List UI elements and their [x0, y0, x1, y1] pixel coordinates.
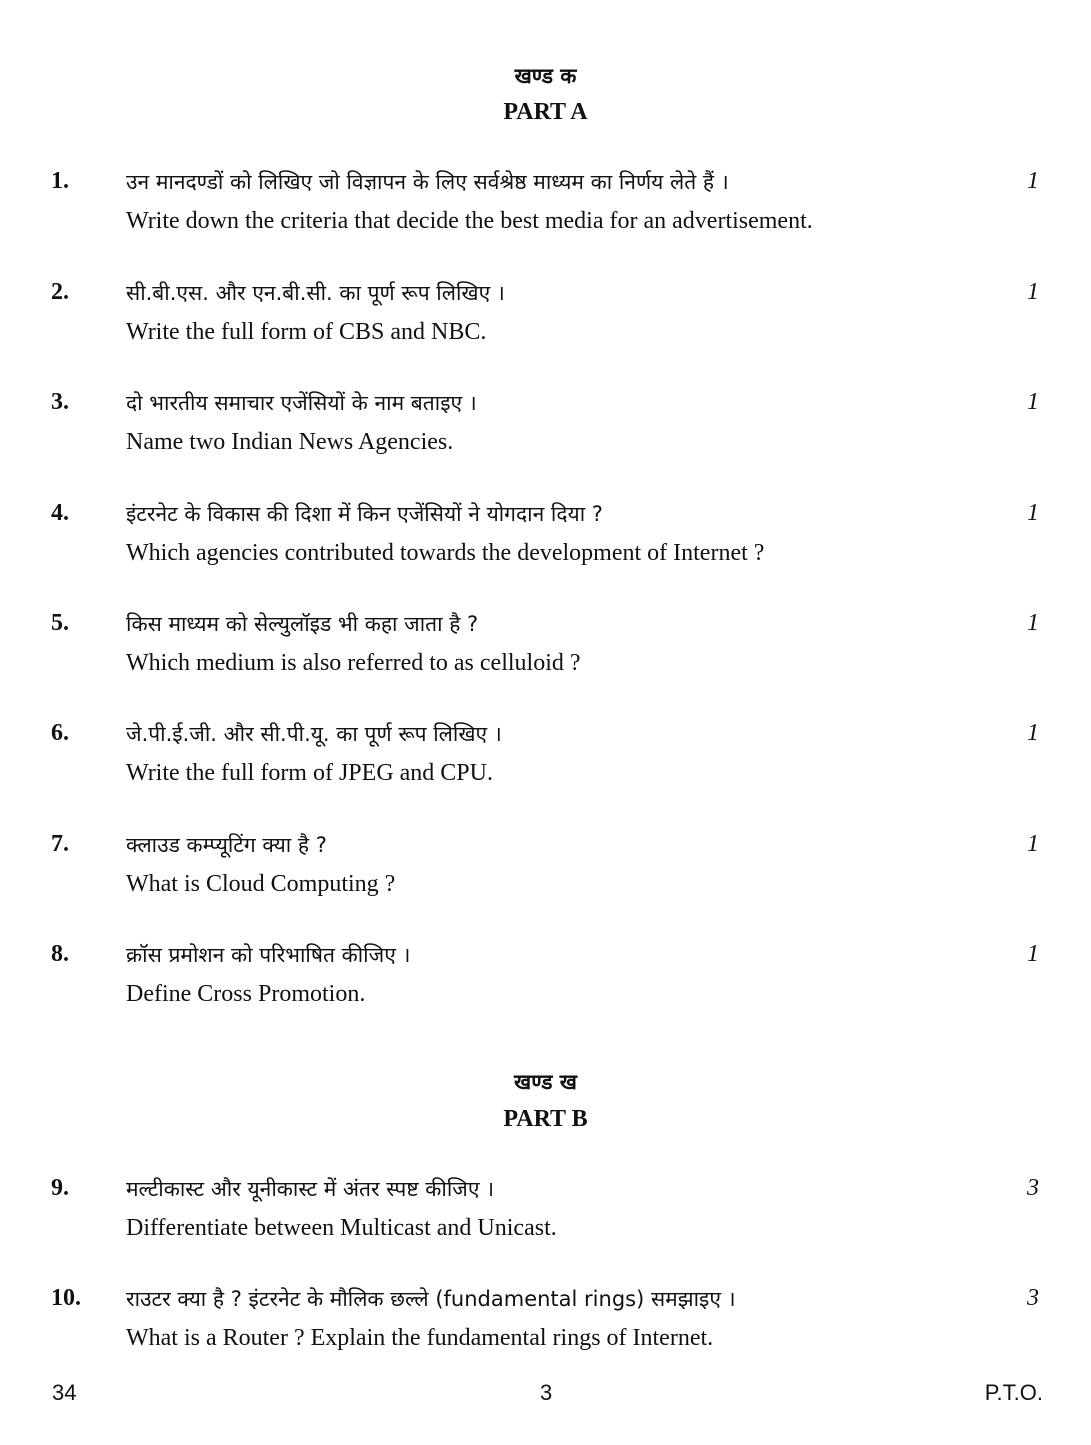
page-number: 3: [540, 1380, 553, 1405]
question-8: [0, 941, 1091, 1031]
part-b-title-hindi: खण्ड ख: [514, 1070, 577, 1094]
question-marks: 1: [1027, 500, 1039, 526]
question-number: 2.: [51, 279, 69, 305]
question-number: 4.: [51, 500, 69, 526]
question-marks: 1: [1027, 610, 1039, 636]
question-number: 6.: [51, 720, 69, 746]
question-4: [0, 500, 1091, 590]
part-a-heading: [0, 62, 1091, 90]
paper-code: 34: [52, 1380, 77, 1405]
question-9: [0, 1175, 1091, 1265]
question-marks: 3: [1027, 1175, 1039, 1201]
question-text-english: Which medium is also referred to as celluloid ?: [126, 650, 581, 676]
question-number: 5.: [51, 610, 69, 636]
question-marks: 1: [1027, 168, 1039, 194]
question-text-hindi: सी.बी.एस. और एन.बी.सी. का पूर्ण रूप लिखिए ।: [126, 281, 505, 305]
question-text-hindi: इंटरनेट के विकास की दिशा में किन एजेंसियों ने योगदान दिया ?: [126, 502, 603, 526]
question-marks: 1: [1027, 941, 1039, 967]
question-10: [0, 1285, 1091, 1375]
question-1: [0, 168, 1091, 258]
question-2: [0, 279, 1091, 369]
part-a-title-english: PART A: [503, 99, 588, 125]
question-text-hindi: मल्टीकास्ट और यूनीकास्ट में अंतर स्पष्ट कीजिए ।: [126, 1177, 495, 1201]
question-number: 8.: [51, 941, 69, 967]
question-text-hindi: दो भारतीय समाचार एजेंसियों के नाम बताइए ।: [126, 391, 477, 415]
question-marks: 1: [1027, 389, 1039, 415]
question-text-english: Define Cross Promotion.: [126, 981, 366, 1007]
question-text-hindi: राउटर क्या है ? इंटरनेट के मौलिक छल्ले (fundamental rings) समझाइए ।: [126, 1287, 736, 1311]
question-text-hindi: क्लाउड कम्प्यूटिंग क्या है ?: [126, 833, 327, 857]
question-text-hindi: जे.पी.ई.जी. और सी.पी.यू. का पूर्ण रूप लिखिए ।: [126, 722, 502, 746]
question-marks: 3: [1027, 1285, 1039, 1311]
question-5: [0, 610, 1091, 700]
question-number: 7.: [51, 831, 69, 857]
part-b-heading-english: [0, 1106, 1091, 1133]
question-3: [0, 389, 1091, 479]
question-text-english: Write the full form of CBS and NBC.: [126, 319, 487, 345]
question-marks: 1: [1027, 720, 1039, 746]
question-number: 3.: [51, 389, 69, 415]
question-text-hindi: उन मानदण्डों को लिखिए जो विज्ञापन के लिए सर्वश्रेष्ठ माध्यम का निर्णय लेते हैं ।: [126, 170, 729, 194]
question-marks: 1: [1027, 279, 1039, 305]
question-text-english: Which agencies contributed towards the development of Internet ?: [126, 540, 765, 566]
part-a-heading-english: [0, 99, 1091, 126]
question-text-hindi: क्रॉस प्रमोशन को परिभाषित कीजिए ।: [126, 943, 411, 967]
question-number: 9.: [51, 1175, 69, 1201]
question-7: [0, 831, 1091, 921]
question-number: 1.: [51, 168, 69, 194]
please-turn-over: P.T.O.: [984, 1380, 1043, 1405]
part-b-title-english: PART B: [503, 1106, 588, 1132]
question-marks: 1: [1027, 831, 1039, 857]
part-b-heading: [0, 1068, 1091, 1096]
question-6: [0, 720, 1091, 810]
question-text-english: Write the full form of JPEG and CPU.: [126, 760, 493, 786]
question-text-hindi: किस माध्यम को सेल्युलॉइड भी कहा जाता है ?: [126, 612, 479, 636]
question-number: 10.: [51, 1285, 81, 1311]
question-text-english: Differentiate between Multicast and Unicast.: [126, 1215, 557, 1241]
question-text-english: Write down the criteria that decide the best media for an advertisement.: [126, 208, 813, 234]
question-text-english: What is Cloud Computing ?: [126, 871, 396, 897]
part-a-title-hindi: खण्ड क: [514, 64, 577, 88]
question-text-english: What is a Router ? Explain the fundamental rings of Internet.: [126, 1325, 714, 1351]
question-text-english: Name two Indian News Agencies.: [126, 429, 454, 455]
